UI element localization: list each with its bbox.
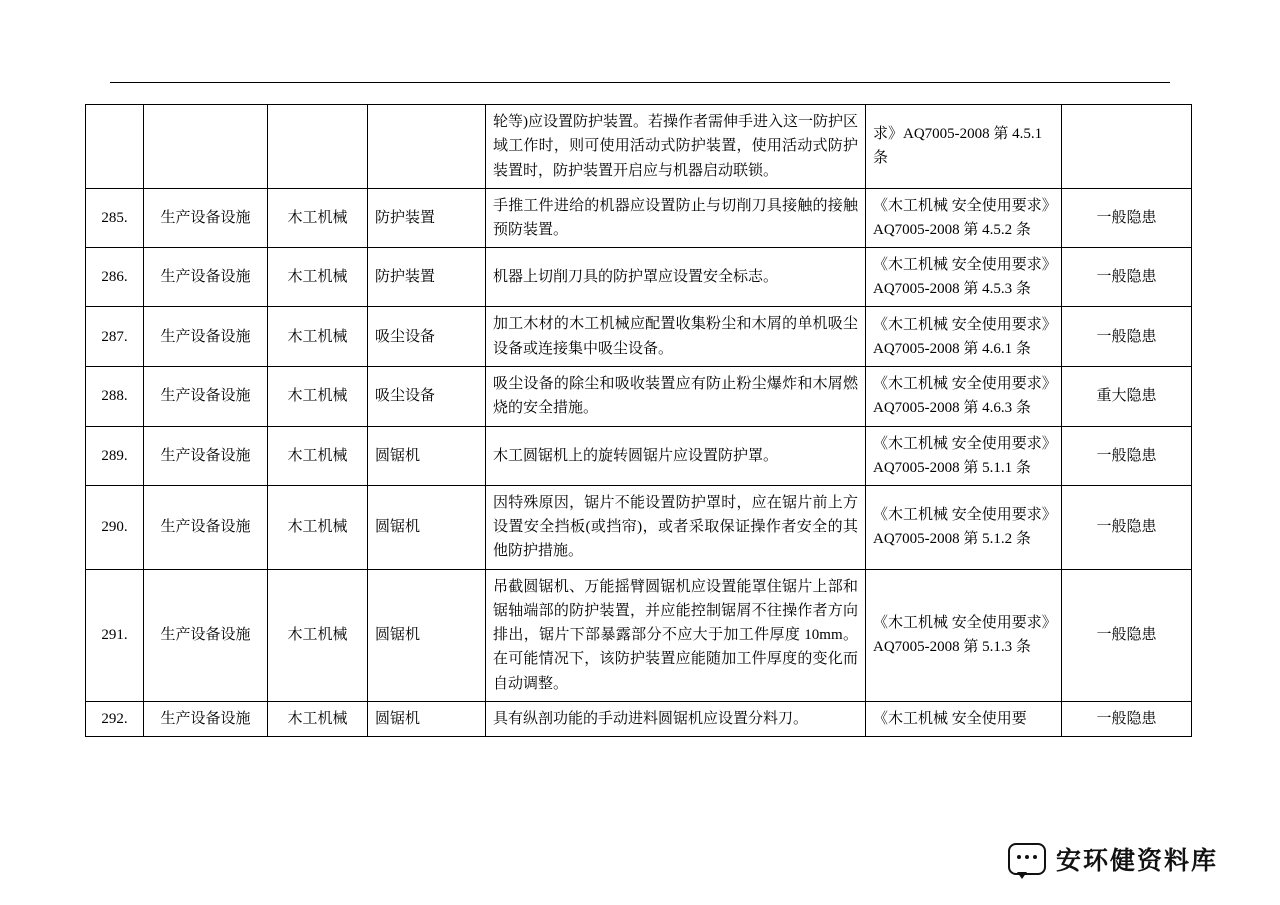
- brand-label: 安环健资料库: [1055, 846, 1218, 875]
- cell-item: 吸尘设备: [368, 367, 486, 427]
- table-row: [86, 569, 1192, 701]
- wechat-icon: [1008, 843, 1046, 875]
- cell-level: 一般隐患: [1062, 569, 1192, 701]
- cell-item: 圆锯机: [368, 426, 486, 485]
- cell-subcategory: 木工机械: [268, 702, 368, 737]
- cell-subcategory: 木工机械: [268, 426, 368, 485]
- cell-level: 一般隐患: [1062, 702, 1192, 737]
- reference-text: 《木工机械 安全使用要求》AQ7005-2008 第 4.6.1 条: [873, 316, 1050, 357]
- cell-reference: [866, 188, 1062, 248]
- cell-level: 一般隐患: [1062, 248, 1192, 307]
- cell-description: [486, 105, 866, 189]
- cell-category: 生产设备设施: [144, 426, 268, 485]
- cell-item: 吸尘设备: [368, 307, 486, 367]
- cell-subcategory: [268, 105, 368, 189]
- cell-subcategory: 木工机械: [268, 307, 368, 367]
- reference-text: 《木工机械 安全使用要求》AQ7005-2008 第 4.5.2 条: [873, 198, 1050, 239]
- cell-category: 生产设备设施: [144, 702, 268, 737]
- reference-text: 《木工机械 安全使用要: [873, 711, 1027, 728]
- table-row: [86, 702, 1192, 737]
- table-row: [86, 367, 1192, 427]
- cell-number: 291.: [86, 569, 144, 701]
- cell-level: 一般隐患: [1062, 188, 1192, 248]
- cell-number: 288.: [86, 367, 144, 427]
- footer-branding: [1008, 841, 1218, 877]
- reference-text: 《木工机械 安全使用要求》AQ7005-2008 第 4.5.3 条: [873, 257, 1050, 298]
- cell-reference: [866, 307, 1062, 367]
- description-text: 加工木材的木工机械应配置收集粉尘和木屑的单机吸尘设备或连接集中吸尘设备。: [493, 316, 858, 357]
- cell-level: [1062, 105, 1192, 189]
- cell-category: 生产设备设施: [144, 485, 268, 569]
- cell-description: [486, 569, 866, 701]
- cell-description: [486, 307, 866, 367]
- cell-subcategory: 木工机械: [268, 248, 368, 307]
- cell-level: 一般隐患: [1062, 307, 1192, 367]
- table-row: [86, 105, 1192, 189]
- header-rule: [110, 82, 1170, 83]
- table-row: [86, 248, 1192, 307]
- description-text: 吊截圆锯机、万能摇臂圆锯机应设置能罩住锯片上部和锯轴端部的防护装置，并应能控制锯屑不往操作者方向排出，锯片下部暴露部分不应大于加工件厚度 10mm。在可能情况下，该防护装置应能随加工件厚度的变化而自动调整。: [493, 578, 858, 692]
- reference-text: 《木工机械 安全使用要求》AQ7005-2008 第 5.1.2 条: [873, 507, 1050, 548]
- cell-description: [486, 426, 866, 485]
- cell-number: 286.: [86, 248, 144, 307]
- cell-item: 圆锯机: [368, 569, 486, 701]
- cell-subcategory: 木工机械: [268, 485, 368, 569]
- cell-category: 生产设备设施: [144, 188, 268, 248]
- description-text: 因特殊原因，锯片不能设置防护罩时，应在锯片前上方设置安全挡板(或挡帘)，或者采取保证操作者安全的其他防护措施。: [493, 494, 858, 560]
- cell-item: 圆锯机: [368, 702, 486, 737]
- reference-text: 《木工机械 安全使用要求》AQ7005-2008 第 4.6.3 条: [873, 376, 1050, 417]
- cell-category: 生产设备设施: [144, 307, 268, 367]
- cell-reference: [866, 248, 1062, 307]
- cell-number: 285.: [86, 188, 144, 248]
- cell-item: 防护装置: [368, 188, 486, 248]
- cell-level: 重大隐患: [1062, 367, 1192, 427]
- cell-item: 圆锯机: [368, 485, 486, 569]
- cell-description: [486, 485, 866, 569]
- cell-reference: [866, 367, 1062, 427]
- table-row: [86, 307, 1192, 367]
- cell-description: [486, 367, 866, 427]
- cell-reference: [866, 485, 1062, 569]
- description-text: 吸尘设备的除尘和吸收装置应有防止粉尘爆炸和木屑燃烧的安全措施。: [493, 376, 858, 417]
- cell-category: [144, 105, 268, 189]
- cell-subcategory: 木工机械: [268, 188, 368, 248]
- cell-subcategory: 木工机械: [268, 367, 368, 427]
- description-text: 木工圆锯机上的旋转圆锯片应设置防护罩。: [493, 447, 779, 464]
- description-text: 手推工件进给的机器应设置防止与切削刀具接触的接触预防装置。: [493, 197, 858, 239]
- cell-description: [486, 188, 866, 248]
- cell-subcategory: 木工机械: [268, 569, 368, 701]
- cell-description: [486, 702, 866, 737]
- inspection-table: [85, 104, 1192, 737]
- cell-item: [368, 105, 486, 189]
- cell-number: 289.: [86, 426, 144, 485]
- description-text: 轮等)应设置防护装置。若操作者需伸手进入这一防护区域工作时，则可使用活动式防护装置，使用活动式防护装置时，防护装置开启应与机器启动联锁。: [493, 114, 858, 179]
- table-row: [86, 426, 1192, 485]
- cell-category: 生产设备设施: [144, 367, 268, 427]
- cell-category: 生产设备设施: [144, 569, 268, 701]
- cell-number: 292.: [86, 702, 144, 737]
- inspection-table-container: [85, 104, 1191, 737]
- cell-reference: [866, 105, 1062, 189]
- description-text: 机器上切削刀具的防护罩应设置安全标志。: [493, 269, 779, 286]
- cell-description: [486, 248, 866, 307]
- cell-level: 一般隐患: [1062, 485, 1192, 569]
- cell-number: [86, 105, 144, 189]
- table-row: [86, 485, 1192, 569]
- reference-text: 《木工机械 安全使用要求》AQ7005-2008 第 5.1.3 条: [873, 615, 1050, 656]
- table-row: [86, 188, 1192, 248]
- cell-category: 生产设备设施: [144, 248, 268, 307]
- cell-reference: [866, 569, 1062, 701]
- cell-item: 防护装置: [368, 248, 486, 307]
- cell-reference: [866, 702, 1062, 737]
- cell-level: 一般隐患: [1062, 426, 1192, 485]
- description-text: 具有纵剖功能的手动进料圆锯机应设置分料刀。: [493, 711, 809, 728]
- cell-number: 287.: [86, 307, 144, 367]
- reference-text: 求》AQ7005-2008 第 4.5.1 条: [873, 126, 1043, 167]
- cell-reference: [866, 426, 1062, 485]
- cell-number: 290.: [86, 485, 144, 569]
- reference-text: 《木工机械 安全使用要求》AQ7005-2008 第 5.1.1 条: [873, 435, 1050, 476]
